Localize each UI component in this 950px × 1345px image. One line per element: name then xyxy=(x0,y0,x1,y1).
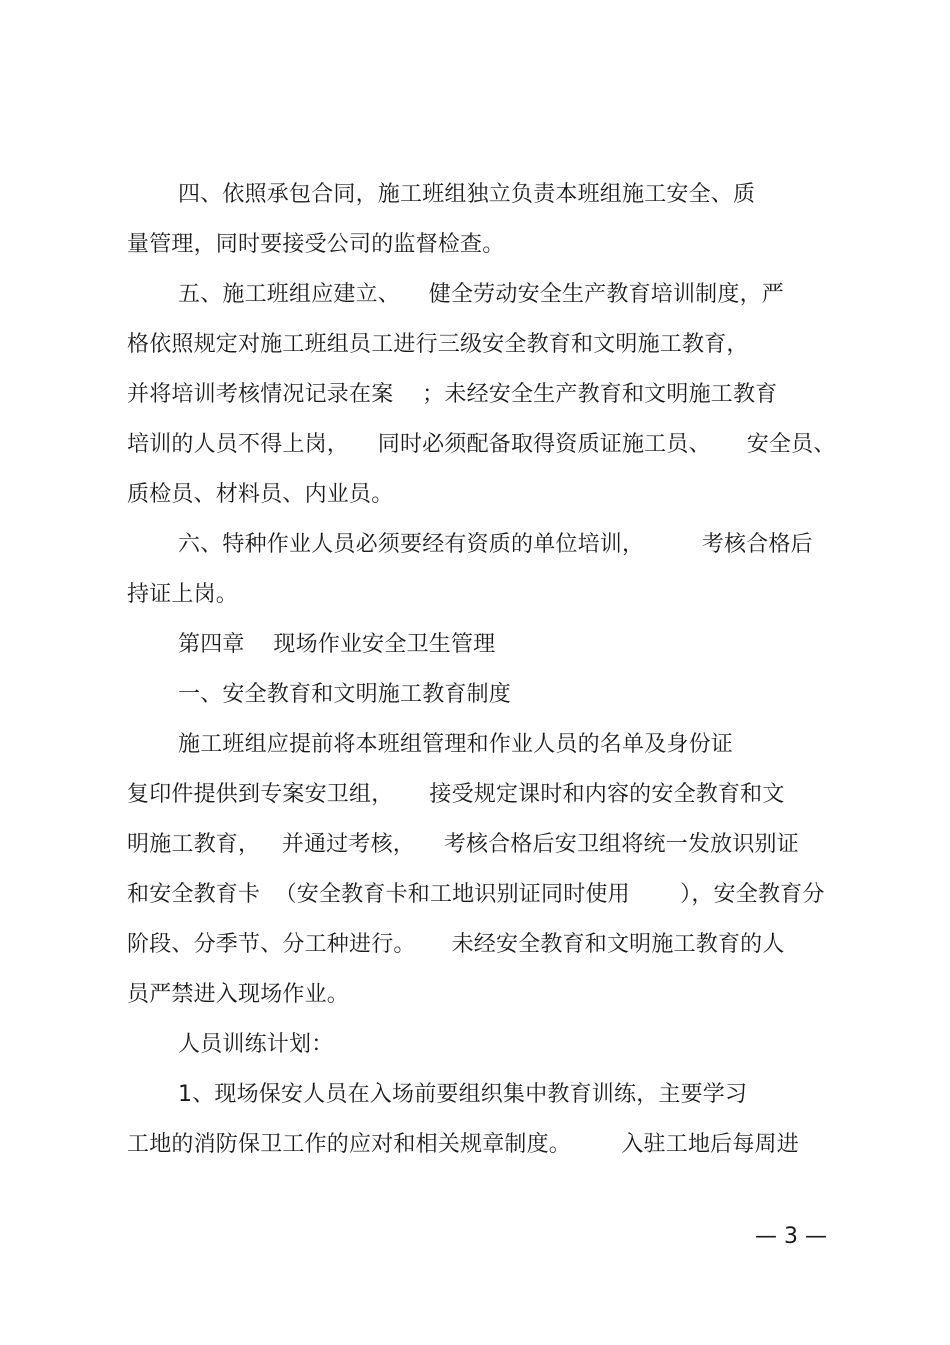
paragraph-line: 并将培训考核情况记录在案 ；未经安全生产教育和文明施工教育 xyxy=(127,382,778,407)
paragraph-line: 质检员、材料员、内业员。 xyxy=(127,482,394,507)
paragraph-line: 1、现场保安人员在入场前要组织集中教育训练，主要学习 xyxy=(178,1082,748,1107)
paragraph-line: 工地的消防保卫工作的应对和相关规章制度。 入驻工地后每周进 xyxy=(127,1132,799,1157)
subsection-heading: 人员训练计划： xyxy=(178,1032,334,1057)
paragraph-line: 五、施工班组应建立、 健全劳动安全生产教育培训制度，严 xyxy=(178,282,784,307)
paragraph-line: 员严禁进入现场作业。 xyxy=(127,982,350,1007)
paragraph-line: 明施工教育， 并通过考核， 考核合格后安卫组将统一发放识别证 xyxy=(127,832,799,857)
paragraph-line: 和安全教育卡 （安全教育卡和工地识别证同时使用 ），安全教育分 xyxy=(127,882,825,907)
paragraph-line: 阶段、分季节、分工种进行。 未经安全教育和文明施工教育的人 xyxy=(127,932,785,957)
paragraph-line: 格依照规定对施工班组员工进行三级安全教育和文明施工教育， xyxy=(127,332,749,357)
paragraph-line: 施工班组应提前将本班组管理和作业人员的名单及身份证 xyxy=(178,732,734,757)
paragraph-line: 四、依照承包合同，施工班组独立负责本班组施工安全、质 xyxy=(178,182,756,207)
page-number: — 3 — xyxy=(755,1224,827,1249)
paragraph-line: 复印件提供到专案安卫组， 接受规定课时和内容的安全教育和文 xyxy=(127,782,785,807)
section-heading: 一、安全教育和文明施工教育制度 xyxy=(178,682,512,707)
paragraph-line: 量管理，同时要接受公司的监督检查。 xyxy=(127,232,505,257)
paragraph-line: 六、特种作业人员必须要经有资质的单位培训， 考核合格后 xyxy=(178,532,813,557)
paragraph-line: 培训的人员不得上岗， 同时必须配备取得资质证施工员、 安全员、 xyxy=(127,432,836,457)
paragraph-line: 持证上岗。 xyxy=(127,582,239,607)
chapter-heading: 第四章 现场作业安全卫生管理 xyxy=(178,632,496,657)
